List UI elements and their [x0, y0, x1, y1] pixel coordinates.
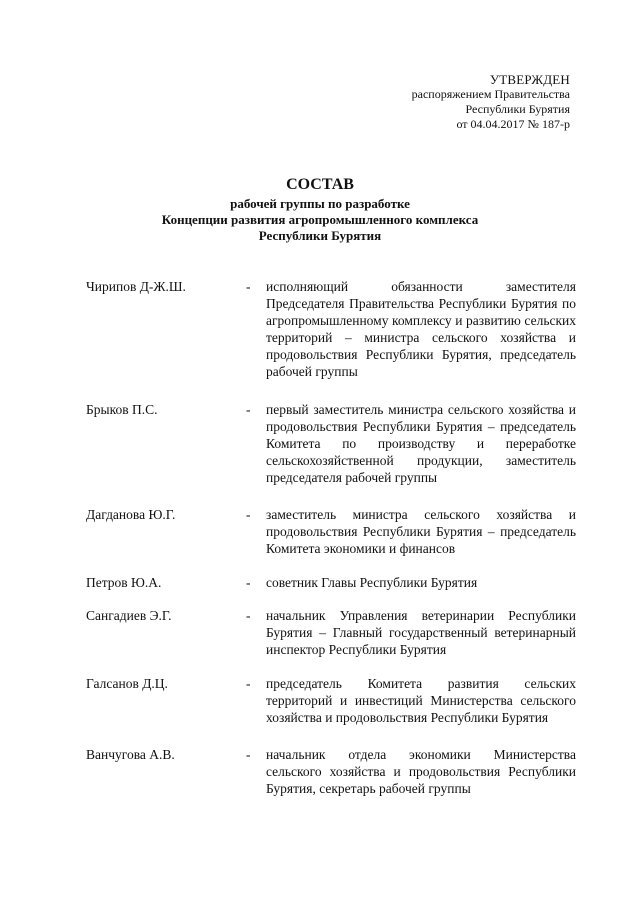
member-dash: - [246, 747, 251, 762]
member-name: Ванчугова А.В. [86, 747, 175, 762]
approval-stamp [412, 72, 570, 132]
member-name: Чирипов Д-Ж.Ш. [86, 279, 186, 294]
member-row [86, 746, 576, 797]
member-dash: - [246, 608, 251, 623]
members-list [86, 278, 576, 797]
heading-line-3: Республики Бурятия [258, 228, 382, 243]
approval-title: УТВЕРЖДЕН [489, 72, 570, 87]
member-row [86, 675, 576, 726]
member-row [86, 401, 576, 486]
member-name: Сангадиев Э.Г. [86, 608, 172, 623]
member-role: первый заместитель министра сельского хозяйства и продовольствия Республики Бурятия – председатель Комитета по производству и переработке сельскохозяйственной продукции, заместитель председателя рабочей группы [266, 402, 576, 485]
member-name: Дагданова Ю.Г. [86, 507, 176, 522]
heading-line-2: Концепции развития агропромышленного комплекса [161, 212, 479, 227]
member-dash: - [246, 575, 251, 590]
document-heading [0, 176, 640, 244]
member-name: Галсанов Д.Ц. [86, 676, 168, 691]
heading-line-1: рабочей группы по разработке [230, 196, 410, 211]
member-role: начальник Управления ветеринарии Республики Бурятия – Главный государственный ветеринарный инспектор Республики Бурятия [266, 608, 576, 657]
member-name: Брыков П.С. [86, 402, 158, 417]
member-name: Петров Ю.А. [86, 575, 162, 590]
member-role: председатель Комитета развития сельских территорий и инвестиций Министерства сельского хозяйства и продовольствия Республики Бурятия [266, 676, 576, 725]
member-role: исполняющий обязанности заместителя Председателя Правительства Республики Бурятия по агропромышленному комплексу и развитию сельских территорий – министра сельского хозяйства и продовольствия Республики Бурятия, председатель рабочей группы [266, 279, 576, 379]
member-dash: - [246, 676, 251, 691]
member-dash: - [246, 279, 251, 294]
approval-line-1: распоряжением Правительства [411, 87, 570, 101]
member-role: советник Главы Республики Бурятия [266, 575, 478, 590]
member-row [86, 574, 576, 591]
member-row [86, 607, 576, 658]
approval-line-3: от 04.04.2017 № 187-р [456, 117, 570, 131]
member-row [86, 278, 576, 380]
document-title: СОСТАВ [286, 176, 354, 193]
member-dash: - [246, 507, 251, 522]
approval-line-2: Республики Бурятия [465, 102, 570, 116]
member-role: заместитель министра сельского хозяйства и продовольствия Республики Бурятия – председатель Комитета экономики и финансов [266, 507, 576, 556]
member-role: начальник отдела экономики Министерства сельского хозяйства и продовольствия Республики Бурятия, секретарь рабочей группы [266, 747, 576, 796]
member-row [86, 506, 576, 557]
member-dash: - [246, 402, 251, 417]
